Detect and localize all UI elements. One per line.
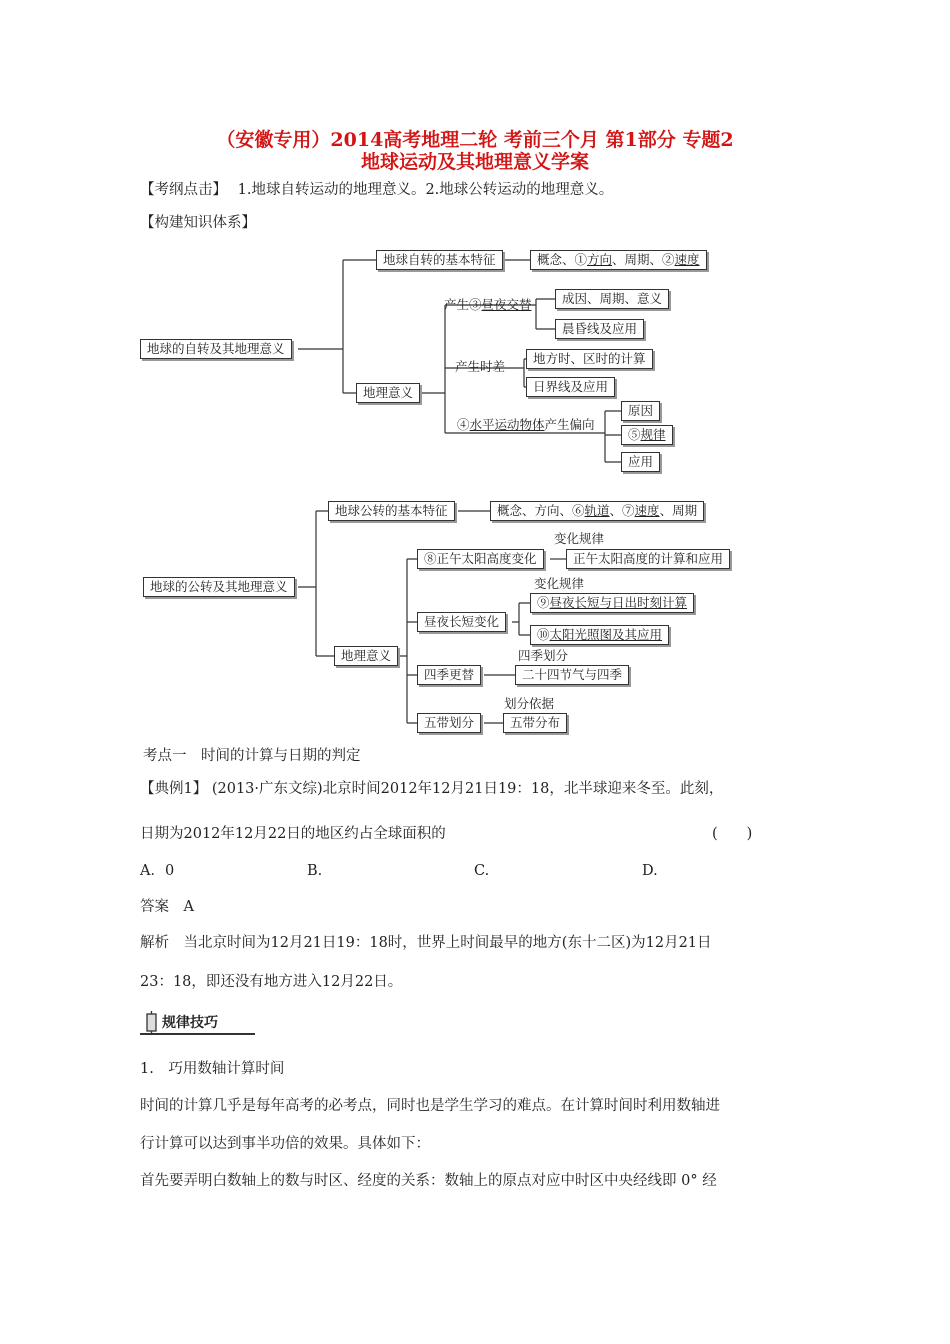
d1-basic-detail-box (530, 250, 707, 270)
d2-daylength-b-prefix: ⑩ (537, 627, 550, 642)
tip-heading: 1. 巧用数轴计算时间 (140, 1061, 285, 1077)
d1-defl-a-box: 原因 (621, 401, 660, 421)
d1-root-box: 地球的自转及其地理意义 (140, 339, 292, 359)
d2-basic-detail-speed: 速度 (634, 503, 660, 518)
d2-noon-box: ⑧正午太阳高度变化 (417, 549, 544, 569)
answer-text: 答案 A (140, 899, 194, 915)
d1-defl-c-box: 应用 (621, 452, 660, 472)
d2-daylength-label: 变化规律 (534, 576, 585, 591)
d1-basic-box: 地球自转的基本特征 (376, 250, 503, 270)
d2-zones-box: 五带划分 (417, 713, 481, 733)
doc-title-line1: （安徽专用）2014高考地理二轮 考前三个月 第1部分 专题2 (216, 129, 734, 151)
outline-label: 【考纲点击】 (140, 182, 227, 198)
d1-basic-detail-mid: 、周期、② (612, 252, 675, 267)
tip-line1: 时间的计算几乎是每年高考的必考点，同时也是学生学习的难点。在计算时间时利用数轴进 (140, 1098, 720, 1114)
d1-deflection-prefix: ④ (457, 417, 470, 432)
d2-daylength-b-underline: 太阳光照图及其应用 (549, 627, 663, 642)
option-d: D. (642, 863, 658, 879)
d2-seasons-a-box: 二十四节气与四季 (515, 665, 629, 685)
analysis-line2: 23：18，即还没有地方进入12月22日。 (140, 974, 403, 990)
outline-text: 1.地球自转运动的地理意义。2.地球公转运动的地理意义。 (237, 182, 614, 198)
d2-basic-detail-box (490, 501, 704, 521)
d1-daynight-b-box: 晨昏线及应用 (555, 319, 644, 339)
skill-underline (140, 1033, 255, 1035)
d2-noon-label: 变化规律 (554, 531, 605, 546)
d1-daynight-label (444, 297, 532, 313)
d2-basic-detail-orbit: 轨道 (584, 503, 610, 518)
d2-noon-a-box: 正午太阳高度的计算和应用 (566, 549, 730, 569)
d1-defl-b-box (621, 425, 673, 445)
d1-basic-detail-prefix: 概念、① (537, 252, 588, 267)
d2-basic-detail-prefix: 概念、方向、⑥ (497, 503, 585, 518)
example-bracket: ( ) (712, 826, 753, 842)
d2-zones-label: 划分依据 (504, 696, 555, 711)
d1-defl-b-prefix: ⑤ (628, 427, 641, 442)
d1-defl-b-underline: 规律 (640, 427, 666, 442)
d2-daylength-box: 昼夜长短变化 (417, 612, 506, 632)
d1-time-a-box: 地方时、区时的计算 (526, 349, 653, 369)
d2-meaning-box: 地理意义 (334, 646, 398, 666)
d2-daylength-a-box (530, 593, 694, 613)
knowledge-label: 【构建知识体系】 (140, 215, 256, 231)
d1-basic-detail-direction: 方向 (587, 252, 613, 267)
example-line1: 【典例1】 (2013·广东文综)北京时间2012年12月21日19：18，北半球迎来冬至。此刻， (140, 781, 724, 797)
d2-basic-detail-suffix: 、周期 (659, 503, 698, 518)
d1-deflection-label (457, 417, 595, 433)
book-icon (142, 1011, 160, 1035)
doc-title-line2: 地球运动及其地理意义学案 (360, 151, 589, 173)
d1-time-b-box: 日界线及应用 (526, 377, 615, 397)
d1-deflection-suffix: 产生偏向 (544, 417, 595, 432)
d2-daylength-b-box (530, 625, 669, 645)
option-a: A．0 (140, 863, 175, 879)
tip-line3: 首先要弄明白数轴上的数与时区、经度的关系：数轴上的原点对应中时区中央经线即 0° 经 (140, 1173, 717, 1189)
example-line2: 日期为2012年12月22日的地区约占全球面积的 (140, 826, 446, 842)
skill-banner (140, 1013, 255, 1035)
d1-meaning-box: 地理意义 (356, 383, 420, 403)
d1-daynight-prefix: 产生③ (444, 297, 482, 312)
skill-label: 规律技巧 (162, 1015, 218, 1031)
d2-zones-a-box: 五带分布 (503, 713, 567, 733)
option-b: B. (307, 863, 323, 879)
section-heading: 考点一 时间的计算与日期的判定 (143, 748, 361, 764)
d2-root-box: 地球的公转及其地理意义 (143, 577, 295, 597)
d1-basic-detail-speed: 速度 (674, 252, 700, 267)
analysis-line1: 解析 当北京时间为12月21日19：18时，世界上时间最早的地方(东十二区)为12月21日 (140, 935, 712, 951)
d2-daylength-a-underline: 昼夜长短与日出时刻计算 (549, 595, 688, 610)
d1-timediff-label: 产生时差 (455, 359, 506, 374)
d2-seasons-box: 四季更替 (417, 665, 481, 685)
d1-daynight-a-box: 成因、周期、意义 (555, 289, 669, 309)
d2-seasons-label: 四季划分 (518, 648, 569, 663)
d2-basic-detail-mid: 、⑦ (609, 503, 635, 518)
d1-deflection-underline: 水平运动物体 (469, 417, 545, 432)
d2-basic-box: 地球公转的基本特征 (328, 501, 455, 521)
d1-daynight-underline: 昼夜交替 (481, 297, 532, 312)
tip-line2: 行计算可以达到事半功倍的效果。具体如下： (140, 1136, 430, 1152)
option-c: C. (474, 863, 490, 879)
d2-daylength-a-prefix: ⑨ (537, 595, 550, 610)
